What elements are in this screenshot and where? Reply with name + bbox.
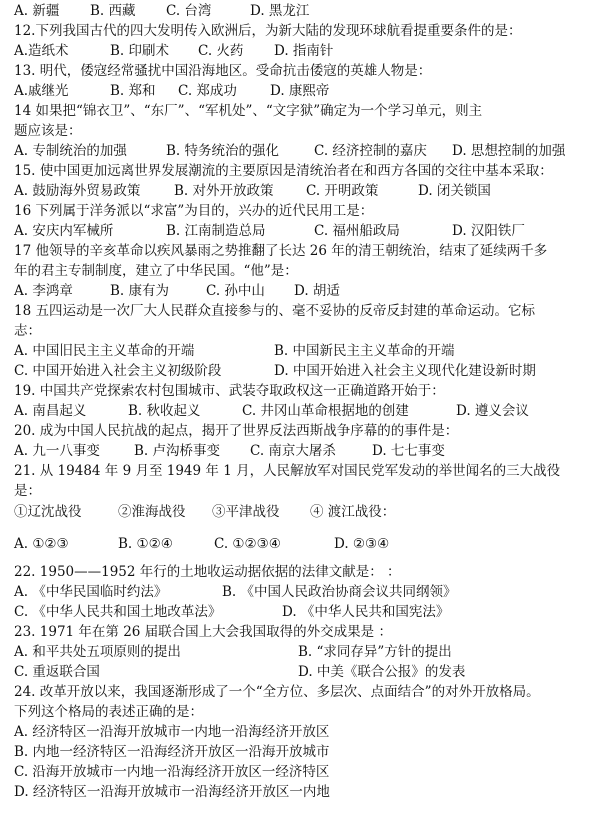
q11-option-b: B. 西藏 — [90, 3, 136, 19]
q21-item-4: ④ 渡江战役： — [310, 504, 396, 520]
q12-option-c: C. 火药 — [198, 43, 244, 59]
q19-option-c: C. 井冈山革命根据地的创建 — [242, 403, 409, 419]
q15-option-c: C. 开明政策 — [306, 183, 379, 199]
q23-option-c: C. 重返联合国 — [14, 664, 100, 680]
q14-stem-line2: 题应该是： — [14, 123, 82, 139]
q13-option-c: C. 郑成功 — [178, 83, 237, 99]
q21-item-3: ③平津战役 — [212, 504, 280, 520]
q13-stem: 13. 明代，倭寇经常骚扰中国沿海地区。受命抗击倭寇的英雄人物是： — [14, 63, 432, 79]
q15-stem: 15. 使中国更加远离世界发展潮流的主要原因是清统治者在和西方各国的交往中基本采取： — [14, 163, 553, 179]
q13-option-a: A.戚继光 — [14, 83, 69, 99]
q11-option-d: D. 黑龙江 — [250, 3, 310, 19]
q13-option-d: D. 康熙帝 — [270, 83, 330, 99]
q18-option-c: C. 中国开始进入社会主义初级阶段 — [14, 363, 222, 379]
q16-option-b: B. 江南制造总局 — [166, 223, 266, 239]
q19-stem: 19. 中国共产党探索农村包围城市、武装夺取政权这一正确道路开始于： — [14, 383, 445, 399]
q21-stem-line1: 21. 从 19484 年 9 月至 1949 年 1 月，人民解放军对国民党军发动的举世闻名的三大战役 — [14, 463, 561, 479]
q24-option-c: C. 沿海开放城市一内地一沿海经济开放区一经济特区 — [14, 764, 330, 780]
q20-stem: 20. 成为中国人民抗战的起点，揭开了世界反法西斯战争序幕的的事件是： — [14, 423, 459, 439]
q16-option-a: A. 安庆内军械所 — [14, 223, 114, 239]
q17-stem-line1: 17 他领导的辛亥革命以疾风暴雨之势推翻了长达 26 年的清王朝统治，结束了延续两千多 — [14, 243, 548, 259]
q21-option-b: B. ①②④ — [118, 536, 173, 552]
q21-option-d: D. ②③④ — [334, 536, 390, 552]
q17-option-c: C. 孙中山 — [206, 283, 265, 299]
q20-option-a: A. 九一八事变 — [14, 443, 100, 459]
q17-option-d: D. 胡适 — [294, 283, 340, 299]
q24-stem-line1: 24. 改革开放以来，我国逐渐形成了一个“全方位、多层次、点面结合”的对外开放格局。 — [14, 684, 540, 700]
q11-option-a: A. 新疆 — [14, 3, 60, 19]
q24-option-b: B. 内地一经济特区一沿海经济开放区一沿海开放城市 — [14, 744, 330, 760]
q21-item-2: ②淮海战役 — [118, 504, 186, 520]
q19-option-b: B. 秋收起义 — [128, 403, 201, 419]
q21-option-c: C. ①②③④ — [214, 536, 281, 552]
q16-option-d: D. 汉阳铁厂 — [452, 223, 525, 239]
q21-option-a: A. ①②③ — [14, 536, 69, 552]
q20-option-d: D. 七七事变 — [372, 443, 445, 459]
q23-option-d: D. 中美《联合公报》的发表 — [298, 664, 466, 680]
q18-option-d: D. 中国开始进入社会主义现代化建设新时期 — [274, 363, 536, 379]
q15-option-b: B. 对外开放政策 — [174, 183, 274, 199]
q22-option-c: C. 《中华人民共和国土地改革法》 — [14, 604, 222, 620]
q22-option-d: D. 《中华人民共和国宪法》 — [282, 604, 450, 620]
q22-option-b: B. 《中国人民政治协商会议共同纲领》 — [222, 584, 457, 600]
q17-stem-line2: 年的君主专制制度，建立了中华民国。“他”是： — [14, 263, 298, 279]
q18-option-a: A. 中国旧民主主义革命的开端 — [14, 343, 195, 359]
q24-option-a: A. 经济特区一沿海开放城市一内地一沿海经济开放区 — [14, 724, 330, 740]
q20-option-c: C. 南京大屠杀 — [250, 443, 336, 459]
q11-option-c: C. 台湾 — [166, 3, 212, 19]
q18-stem-line1: 18 五四运动是一次厂大人民群众直接参与的、毫不妥协的反帝反封建的革命运动。它标 — [14, 303, 535, 319]
q14-stem-line1: 14 如果把“锦衣卫”、“东厂”、“军机处”、“文字狱”确定为一个学习单元，则主 — [14, 103, 483, 119]
q16-option-c: C. 福州船政局 — [314, 223, 400, 239]
q20-option-b: B. 卢沟桥事变 — [134, 443, 221, 459]
q12-stem: 12.下列我国古代的四大发明传入欧洲后，为新大陆的发现环球航看提重要条件的是： — [14, 23, 522, 39]
q14-option-c: C. 经济控制的嘉庆 — [314, 143, 427, 159]
q23-option-a: A. 和平共处五项原则的提出 — [14, 644, 181, 660]
q22-option-a: A. 《中华民国临时约法》 — [14, 584, 168, 600]
q24-stem-line2: 下列这个格局的表述正确的是： — [14, 704, 203, 720]
q22-stem: 22. 1950——1952 年行的土地收运动据依据的法律文献是： ： — [14, 564, 401, 580]
q23-stem: 23. 1971 年在第 26 届联合国上大会我国取得的外交成果是 ： — [14, 624, 392, 640]
q12-option-d: D. 指南针 — [274, 43, 334, 59]
q16-stem: 16 下列属于洋务派以“求富”为目的，兴办的近代民用工是： — [14, 203, 374, 219]
q15-option-d: D. 闭关锁国 — [418, 183, 491, 199]
q12-option-a: A.造纸术 — [14, 43, 69, 59]
q19-option-d: D. 遵义会议 — [456, 403, 529, 419]
q19-option-a: A. 南昌起义 — [14, 403, 87, 419]
q17-option-b: B. 康有为 — [110, 283, 170, 299]
q13-option-b: B. 郑和 — [110, 83, 156, 99]
q18-stem-line2: 志： — [14, 323, 41, 339]
q15-option-a: A. 鼓励海外贸易政策 — [14, 183, 141, 199]
q14-option-a: A. 专制统治的加强 — [14, 143, 127, 159]
q17-option-a: A. 李鸿章 — [14, 283, 73, 299]
q14-option-b: B. 特务统治的强化 — [166, 143, 280, 159]
q23-option-b: B. “求同存异”方针的提出 — [298, 644, 452, 660]
q18-option-b: B. 中国新民主主义革命的开端 — [274, 343, 455, 359]
q12-option-b: B. 印刷术 — [110, 43, 170, 59]
q14-option-d: D. 思想控制的加强 — [452, 143, 566, 159]
q24-option-d: D. 经济特区一沿海开放城市一沿海经济开放区一内地 — [14, 784, 330, 800]
q21-stem-line2: 是： — [14, 483, 41, 499]
q21-item-1: ①辽沈战役 — [14, 504, 82, 520]
